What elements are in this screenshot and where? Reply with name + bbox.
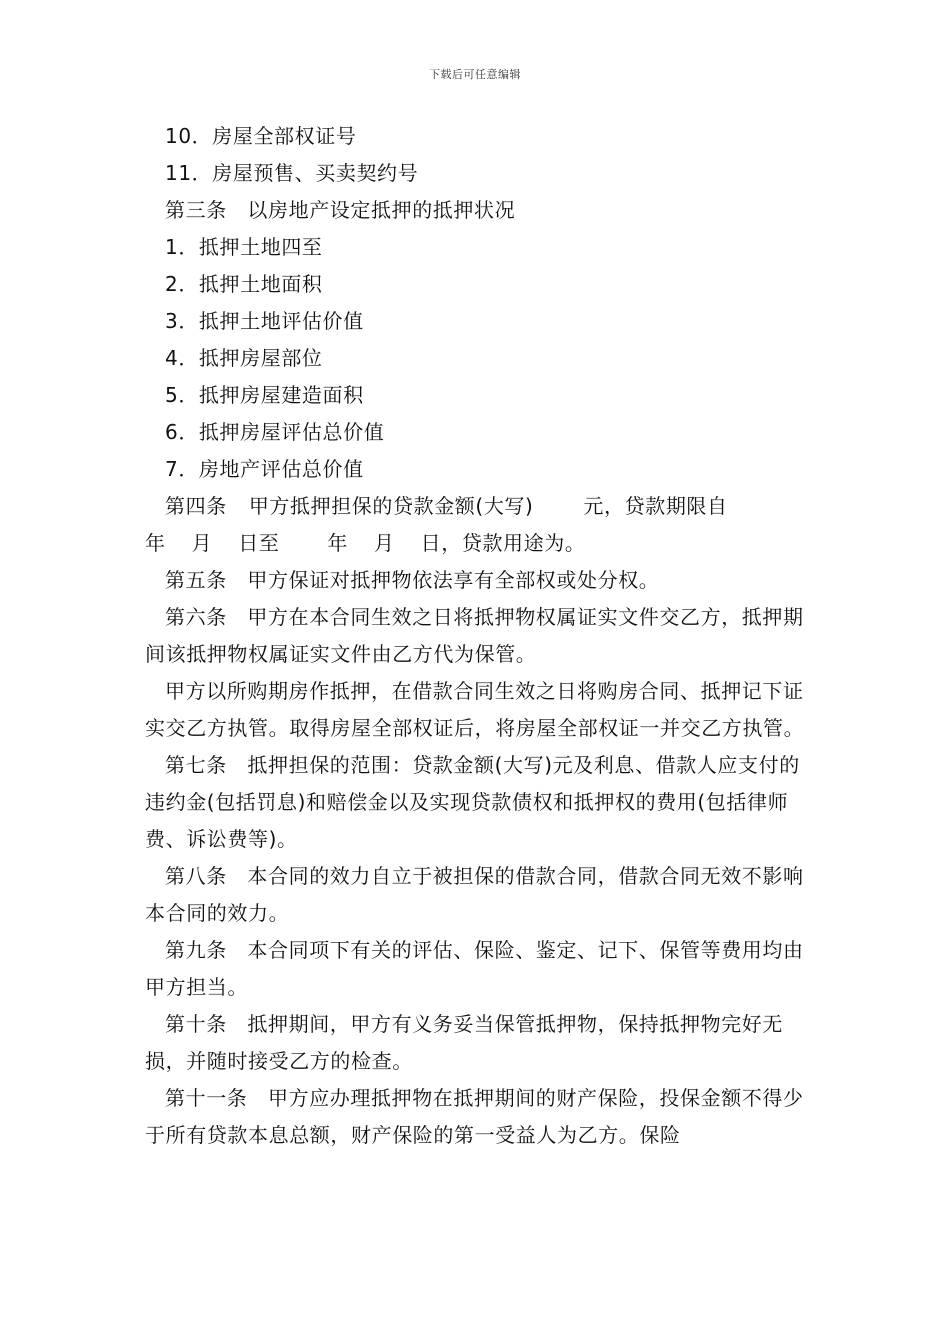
article-4-head: 第四条 [165, 494, 227, 518]
list-item: 7．房地产评估总价值 [165, 457, 364, 481]
article-11: 第十一条 甲方应办理抵押物在抵押期间的财产保险，投保金额不得少于所有贷款本息总额，财产保险的第一受益人为乙方。保险 [145, 1086, 804, 1147]
article-4 [145, 488, 807, 562]
article-5: 第五条 甲方保证对抵押物依法享有全部权或处分权。 [165, 568, 660, 592]
list-item: 2．抵押土地面积 [165, 272, 323, 296]
article-9: 第九条 本合同项下有关的评估、保险、鉴定、记下、保管等费用均由甲方担当。 [145, 938, 804, 999]
article-4-text: 年 [145, 531, 166, 555]
article-8: 第八条 本合同的效力自立于被担保的借款合同，借款合同无效不影响本合同的效力。 [145, 864, 804, 925]
article-4-text: 日，贷款用途为。 [420, 531, 586, 555]
list-item: 11．房屋预售、买卖契约号 [165, 161, 419, 185]
article-7: 第七条 抵押担保的范围：贷款金额(大写)元及利息、借款人应支付的违约金(包括罚息)和赔偿金以及实现贷款债权和抵押权的费用(包括律师费、诉讼费等)。 [145, 753, 800, 851]
page-header: 下载后可任意编辑 [429, 68, 521, 81]
article-4-text: 年 [327, 531, 349, 555]
article-4-text: 月 [374, 531, 395, 555]
list-item: 5．抵押房屋建造面积 [165, 383, 364, 407]
document-body [145, 118, 807, 1154]
article-6: 第六条 甲方在本合同生效之日将抵押物权属证实文件交乙方，抵押期间该抵押物权属证实文件由乙方代为保管。 [145, 605, 804, 666]
list-item: 1．抵押土地四至 [165, 235, 323, 259]
article-4-text: 日至 [238, 531, 280, 555]
list-item: 10．房屋全部权证号 [165, 124, 357, 148]
article-4-text: 甲方抵押担保的贷款金额(大写) [248, 494, 534, 518]
article-4-text: 月 [191, 531, 213, 555]
article-6-continued: 甲方以所购期房作抵押，在借款合同生效之日将购房合同、抵押记下证实交乙方执管。取得房屋全部权证后，将房屋全部权证一并交乙方执管。 [145, 679, 805, 740]
list-item: 6．抵押房屋评估总价值 [165, 420, 385, 444]
article-3-title: 第三条 以房地产设定抵押的抵押状况 [165, 198, 516, 222]
list-item: 4．抵押房屋部位 [165, 346, 323, 370]
article-10: 第十条 抵押期间，甲方有义务妥当保管抵押物，保持抵押物完好无损，并随时接受乙方的检查。 [145, 1012, 783, 1073]
list-item: 3．抵押土地评估价值 [165, 309, 364, 333]
article-4-text: 元，贷款期限自 [583, 494, 728, 518]
